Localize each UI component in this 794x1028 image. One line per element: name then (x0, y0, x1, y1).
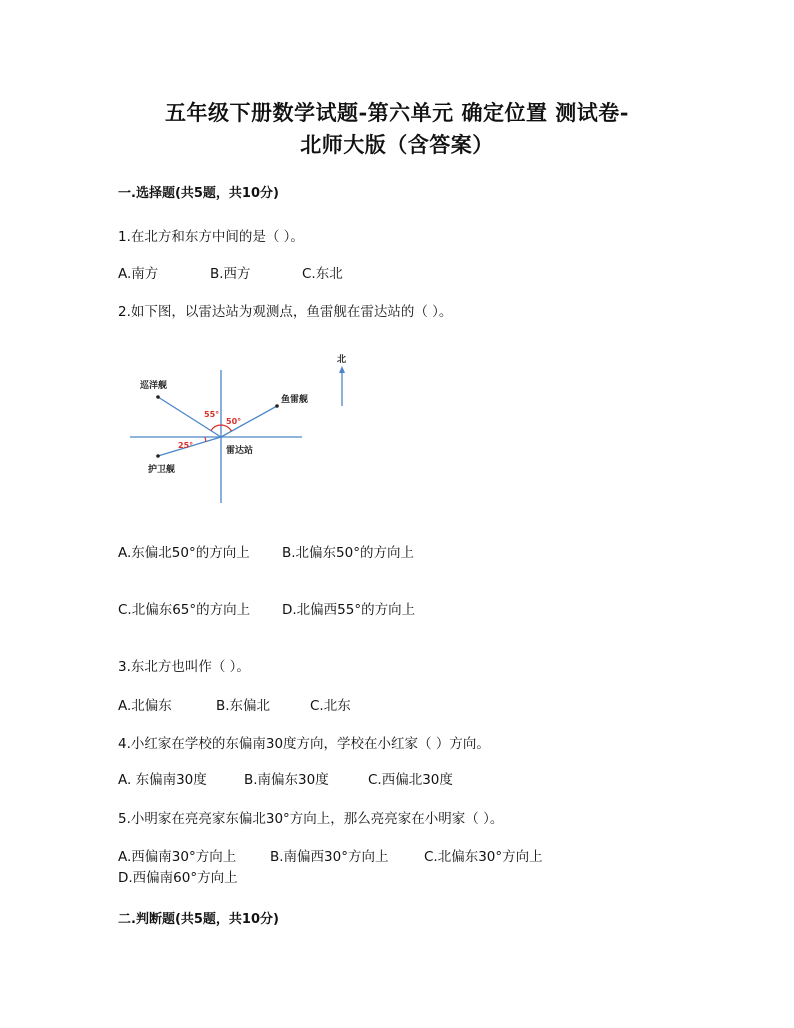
question-1-text: 1.在北方和东方中间的是（ ）。 (118, 229, 304, 245)
point-yuleijian (275, 404, 279, 408)
question-3-option-b: B.东偏北 (216, 698, 271, 714)
question-5-option-d: D.西偏南60°方向上 (118, 870, 238, 886)
question-3-option-a: A.北偏东 (118, 698, 172, 714)
point-xunyangjian (156, 395, 160, 399)
question-3-option-c: C.北东 (310, 698, 351, 714)
question-4-text: 4.小红家在学校的东偏南30度方向，学校在小红家（ ）方向。 (118, 736, 490, 752)
question-2-option-c: C.北偏东65°的方向上 (118, 602, 251, 618)
question-5-text: 5.小明家在亮亮家东偏北30°方向上，那么亮亮家在小明家（ ）。 (118, 811, 504, 827)
direction-diagram (120, 340, 360, 520)
question-3-text: 3.东北方也叫作（ ）。 (118, 659, 250, 675)
question-2-option-d: D.北偏西55°的方向上 (282, 602, 416, 618)
question-5-option-b: B.南偏西30°方向上 (270, 849, 389, 865)
question-5-option-a: A.西偏南30°方向上 (118, 849, 237, 865)
section1-heading: 一.选择题(共5题，共10分) (118, 186, 279, 201)
question-5-option-c: C.北偏东30°方向上 (424, 849, 543, 865)
label-xunyangjian: 巡洋舰 (140, 381, 168, 391)
angle-label-50: 50° (226, 417, 242, 426)
question-1-option-b: B.西方 (210, 266, 251, 282)
north-label: 北 (337, 355, 347, 365)
label-leidazhan: 雷达站 (226, 446, 254, 456)
question-4-option-c: C.西偏北30度 (368, 772, 453, 788)
question-4-option-b: B.南偏东30度 (244, 772, 329, 788)
document-title-line1: 五年级下册数学试题-第六单元 确定位置 测试卷- (164, 100, 630, 125)
point-huweijian (156, 454, 160, 458)
angle-arc-25 (205, 437, 206, 442)
north-arrow-head (339, 366, 345, 373)
angle-arc-55 (211, 425, 221, 431)
question-2-text: 2.如下图，以雷达站为观测点，鱼雷舰在雷达站的（ ）。 (118, 304, 453, 320)
question-2-option-b: B.北偏东50°的方向上 (282, 545, 414, 561)
section2-heading: 二.判断题(共5题，共10分) (118, 912, 279, 927)
label-yuleijian: 鱼雷舰 (281, 395, 309, 405)
label-huweijian: 护卫舰 (148, 465, 176, 475)
question-4-option-a: A. 东偏南30度 (118, 772, 207, 788)
document-title-line2: 北师大版（含答案） (300, 132, 494, 157)
question-1-option-a: A.南方 (118, 266, 159, 282)
question-2-option-a: A.东偏北50°的方向上 (118, 545, 250, 561)
angle-label-25: 25° (178, 441, 194, 450)
question-1-option-c: C.东北 (302, 266, 343, 282)
angle-label-55: 55° (204, 410, 220, 419)
